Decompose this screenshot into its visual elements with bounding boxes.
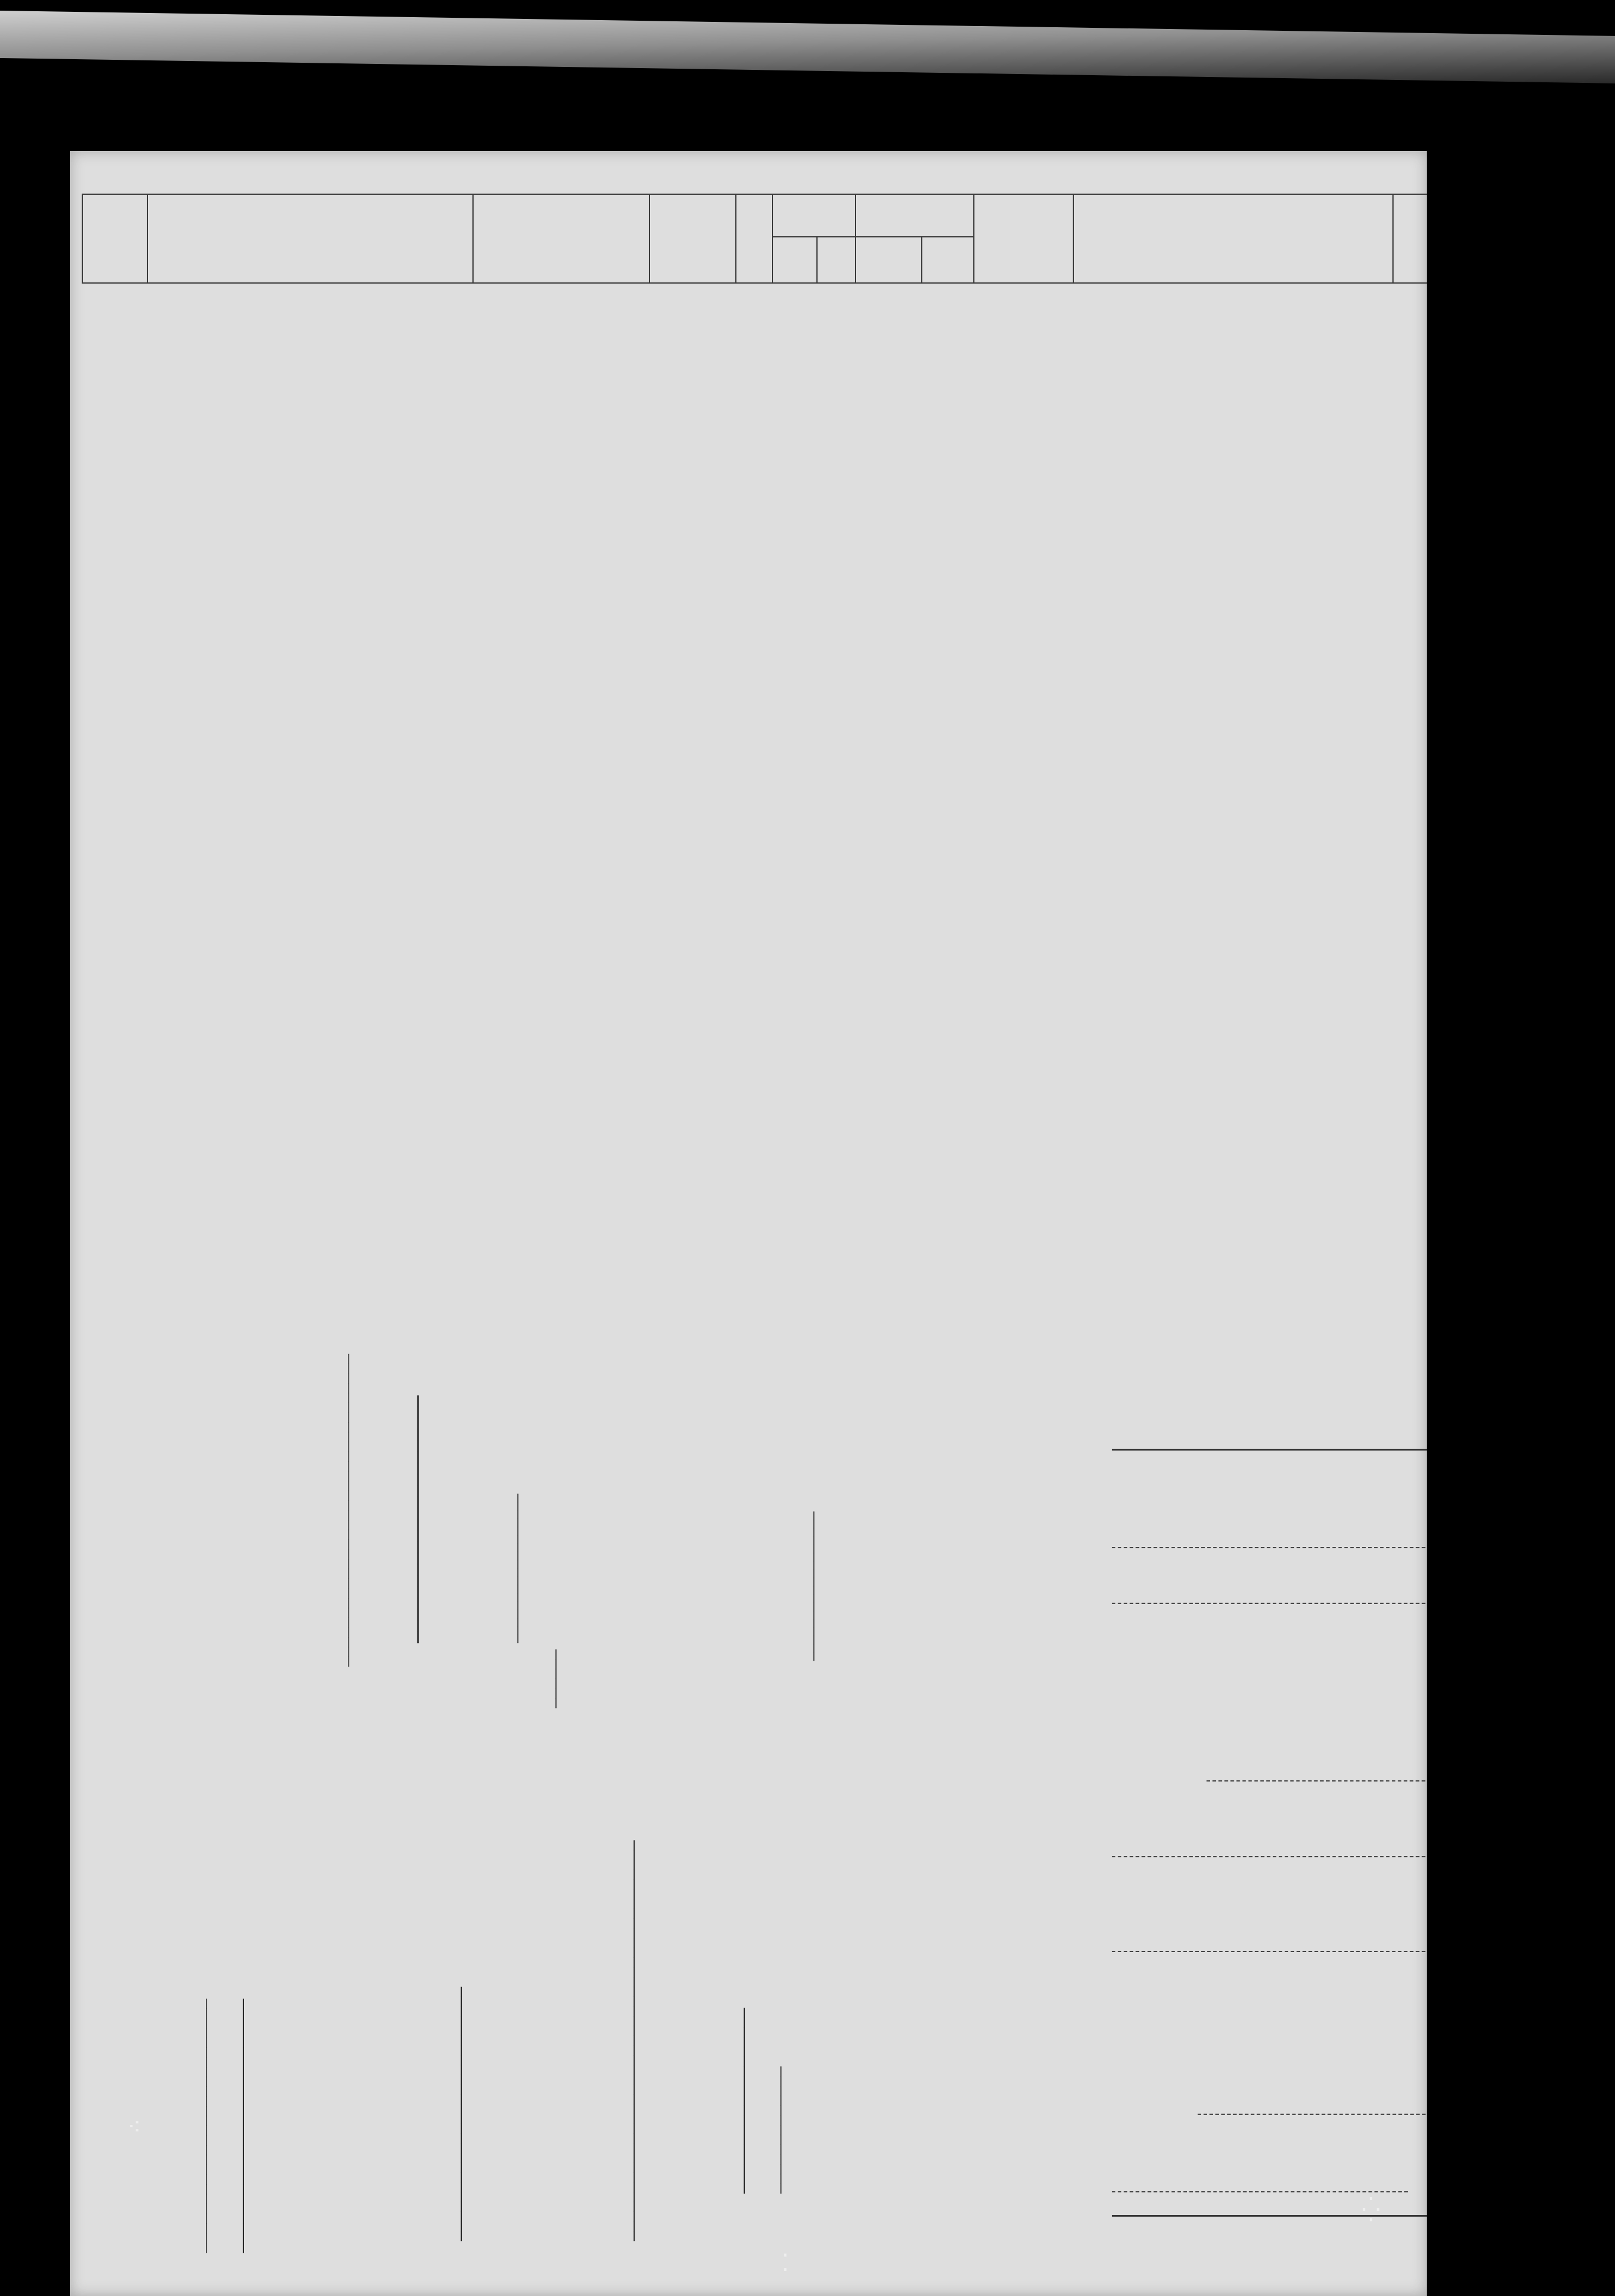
page-smudge-mark-3: ⁛: [1362, 2197, 1381, 2224]
header-feet: [773, 237, 817, 283]
page-smudge-mark-2: ⁚: [781, 2250, 789, 2277]
header-age: [736, 194, 773, 283]
cover-panel: [1041, 1270, 1427, 2241]
scanner-edge: [0, 11, 1615, 83]
header-capacity: [974, 194, 1073, 283]
oath-certificate-block: __________________________ __________________________ ________________________________ ______________________ __________________________ __________________ ______ _________________________________________ ___________________ _____________ __________________: [188, 1354, 816, 2253]
header-height: [773, 194, 855, 237]
header-line-no-right: [1393, 194, 1427, 283]
header-citizen: [649, 194, 736, 283]
header-complexion: [855, 237, 922, 283]
page-smudge-mark: ⁖: [127, 2114, 141, 2141]
crew-table: [82, 194, 1427, 284]
crew-list-form-page: [70, 151, 1427, 2296]
header-line-no: [82, 194, 147, 283]
header-inches: [817, 237, 855, 283]
header-birthplace: [473, 194, 649, 283]
header-name-of-seaman: [147, 194, 473, 283]
header-next-of-kin: [1073, 194, 1393, 283]
header-description: [855, 194, 974, 237]
header-hair: [922, 237, 974, 283]
